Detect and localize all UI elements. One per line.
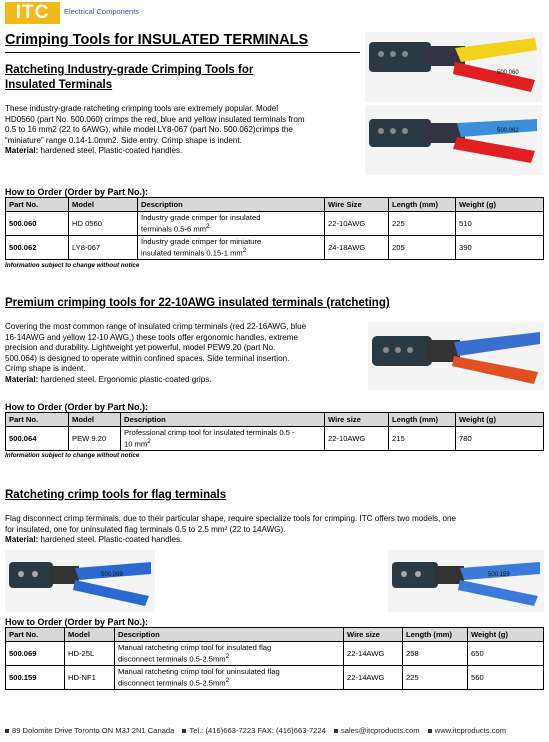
crimper-image-500-069 <box>5 550 155 612</box>
crimper-image-500-064 <box>368 322 544 390</box>
section2-note: Information subject to change without notice <box>5 452 140 459</box>
section3-description: Flag disconnect crimp terminals, due to their particular shape, require specialize tools for crimping. ITC offers two models, one for insulated, one for uninsulated flag terminals 0.5 to 2.5 mm² (22 to 14AWG). Material: hardened steel. Plastic-coated handles. <box>5 514 457 545</box>
section1-title-line2: Insulated Terminals <box>5 79 113 91</box>
table-row: 500.062 LY8-067 Industry grade crimper for miniature insulated terminals 0.15-1 $mm^2$ 24-18AWG 205 390 <box>6 236 544 260</box>
section1-order-heading: How to Order (Order by Part No.): <box>5 187 149 197</box>
section3-order-heading: How to Order (Order by Part No.): <box>5 617 149 627</box>
tool2-label: 500.062 <box>497 128 519 134</box>
table-row: 500.064 PEW 9.20 Professional crimp tool for insulated terminals 0.5 - 10 $mm^2$ 22-10AWG 215 780 <box>6 427 544 451</box>
section3-title: Ratcheting crimp tools for flag terminals <box>5 489 227 501</box>
section3-order-table: Part No. Model Description Wire size Length (mm) Weight (g) 500.069 HD-25L Manual ratcheting crimp tool for insulated flag disconnect terminals $0.5-2.5mm^2$ 22-14AWG 258 650 500.159 HD-NF1 Manual ratcheting crimp tool for uninsulated flag disconnect terminals $0.5-2.5mm^2$ 22-14AWG 225 560 <box>5 627 544 690</box>
section2-order-table: Part No. Model Description Wire size Length (mm) Weight (g) 500.064 PEW 9.20 Professional crimp tool for insulated terminals 0.5 - 10 $mm^2$ 22-10AWG 215 780 <box>5 412 544 451</box>
footer <box>5 726 506 735</box>
section2-order-heading: How to Order (Order by Part No.): <box>5 402 149 412</box>
crimper-image-500-060 <box>365 32 542 102</box>
page-title: Crimping Tools for INSULATED TERMINALS <box>5 32 309 48</box>
bullet-square-icon <box>182 729 186 733</box>
section1-order-table: Part No. Model Description Wire Size Length (mm) Weight (g) 500.060 HD 0560 Industry grade crimper for insulated terminals 0.5-6 $mm^2$ 22-10AWG 225 510 500.062 LY8-067 Industry grade crimper for miniature insulated terminals 0.15-1 $mm^2$ 24-18AWG 205 390 <box>5 197 544 260</box>
footer-email-link[interactable]: sales@itcproducts.com <box>340 726 420 735</box>
tool4-label: 500.069 <box>101 572 123 578</box>
itc-logo: ITC <box>5 2 60 24</box>
bullet-square-icon <box>428 729 432 733</box>
bullet-square-icon <box>334 729 338 733</box>
table-row: 500.069 HD-25L Manual ratcheting crimp tool for insulated flag disconnect terminals $0.5-2.5mm^2$ 22-14AWG 258 650 <box>6 642 544 666</box>
footer-web-link[interactable]: www.itcproducts.com <box>434 726 507 735</box>
section1-description: These industry-grade ratcheting crimping tools are extremely popular. Model HD0560 (part No. 500.060) crimps the red, blue and yellow insulated terminals from 0.5 to 16 mm2 (22 to 6AWG), while model LY8-067 (part No. 500.062)crimps the “miniature” range 0.14-1.0mm2. Side entry. Crimp shape is indent. Material: hardened steel. Plastic-coated handles. <box>5 104 305 156</box>
table-row: 500.159 HD-NF1 Manual ratcheting crimp tool for uninsulated flag disconnect terminals $0.5-2.5mm^2$ 22-14AWG 225 560 <box>6 666 544 690</box>
footer-tel: Tel.: (416)663-7223 FAX: (416)663-7224 <box>189 726 326 735</box>
section1-title-line1: Ratcheting Industry-grade Crimping Tools for <box>5 64 254 76</box>
tool1-label: 500.060 <box>497 70 519 76</box>
logo-subtitle: Electrical Components <box>64 7 140 16</box>
footer-address: 89 Dolomite Drive Toronto ON M3J 2N1 Canada <box>12 726 175 735</box>
section2-description: Covering the most common range of insulated crimp terminals (red 22-16AWG, blue 16-14AWG and yellow 12-10 AWG,) these tools offer ergonomic handles, extreme precision and durability. Lightweight yet powerful, model PEW9.20 (part No. 500.064) is designed to operate within confined spaces. Side terminal insertion. Crimp shape is indent. Material: hardened steel. Ergonomic plastic-coated grips. <box>5 322 307 384</box>
section1-note: Information subject to change without notice <box>5 262 140 269</box>
crimper-image-500-159 <box>388 550 544 612</box>
crimper-image-500-062 <box>365 105 542 175</box>
section2-title: Premium crimping tools for 22-10AWG insulated terminals (ratcheting) <box>5 297 390 309</box>
tool5-label: 500.159 <box>488 572 510 578</box>
bullet-square-icon <box>5 729 9 733</box>
table-row: 500.060 HD 0560 Industry grade crimper for insulated terminals 0.5-6 $mm^2$ 22-10AWG 225 510 <box>6 212 544 236</box>
title-divider <box>5 52 360 53</box>
